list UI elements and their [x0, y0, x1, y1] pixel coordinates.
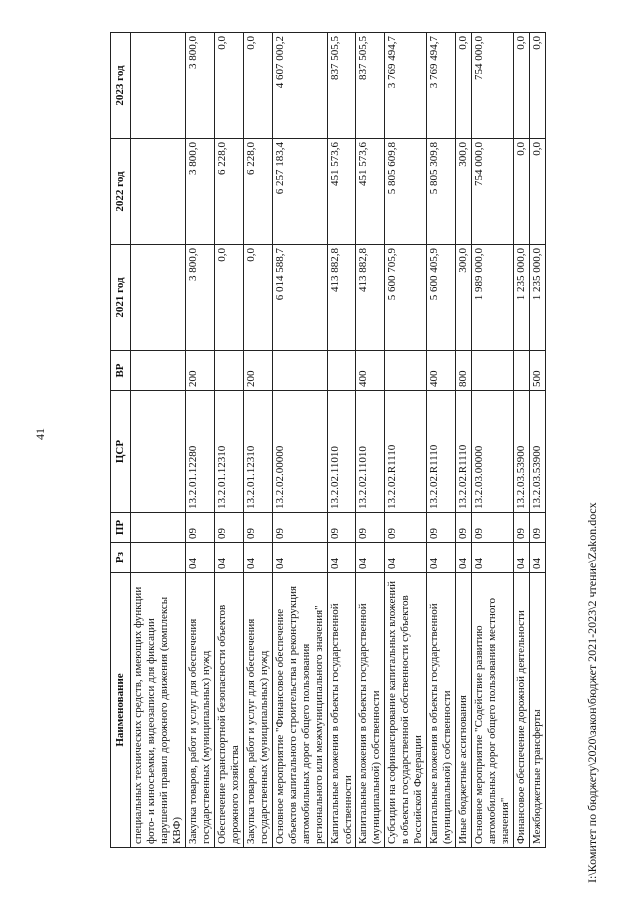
cell-rz: [130, 543, 185, 573]
cell-name: Капитальные вложения в объекты государственной (муниципальной) собственности: [356, 573, 385, 848]
cell-2022: 754 000,0: [472, 139, 514, 245]
cell-vr: [472, 351, 514, 391]
cell-2022: 6 228,0: [214, 139, 243, 245]
cell-csr: 13.2.03.53900: [530, 391, 546, 513]
cell-2022: 0,0: [514, 139, 530, 245]
cell-rz: 04: [327, 543, 356, 573]
cell-pr: 09: [427, 513, 456, 543]
cell-csr: [130, 391, 185, 513]
rotated-table-container: [110, 33, 580, 848]
cell-csr: 13.2.02.R1110: [385, 391, 427, 513]
cell-2023: 3 769 494,7: [427, 33, 456, 139]
cell-2023: 0,0: [530, 33, 546, 139]
cell-csr: 13.2.02.R1110: [427, 391, 456, 513]
cell-2023: 0,0: [214, 33, 243, 139]
table-header-row: [111, 33, 131, 848]
cell-name: Основное мероприятие "Содействие развитию автомобильных дорог общего пользования местного значения": [472, 573, 514, 848]
cell-name: Субсидии на софинансирование капитальных вложений в объекты государственной собственности субъектов Российской Федерации: [385, 573, 427, 848]
cell-csr: 13.2.01.12280: [185, 391, 214, 513]
cell-rz: 04: [385, 543, 427, 573]
cell-2023: 837 505,5: [327, 33, 356, 139]
cell-2021: 5 600 405,9: [427, 245, 456, 351]
cell-csr: 13.2.01.12310: [214, 391, 243, 513]
cell-pr: 09: [272, 513, 327, 543]
cell-2021: 413 882,8: [327, 245, 356, 351]
table-body: [130, 33, 545, 848]
header-vr: ВР: [111, 351, 131, 391]
cell-2022: 3 800,0: [185, 139, 214, 245]
cell-vr: [130, 351, 185, 391]
cell-rz: 04: [356, 543, 385, 573]
header-name: Наименование: [111, 573, 131, 848]
header-rz: Рз: [111, 543, 131, 573]
cell-name: Межбюджетные трансферты: [530, 573, 546, 848]
cell-vr: 500: [530, 351, 546, 391]
cell-vr: [214, 351, 243, 391]
cell-2021: [130, 245, 185, 351]
cell-vr: [514, 351, 530, 391]
table-row: [185, 33, 214, 848]
cell-rz: 04: [427, 543, 456, 573]
cell-csr: 13.2.02.11010: [327, 391, 356, 513]
table-row: [243, 33, 272, 848]
cell-2021: 5 600 705,9: [385, 245, 427, 351]
cell-2021: 413 882,8: [356, 245, 385, 351]
cell-csr: 13.2.01.12310: [243, 391, 272, 513]
page-number: 41: [33, 428, 47, 440]
cell-name: специальных технических средств, имеющих функции фото- и киносъемки, видеозаписи для фиксации нарушений правил дорожного движения (комплексы КВФ): [130, 573, 185, 848]
table-row: [427, 33, 456, 848]
cell-name: Закупка товаров, работ и услуг для обеспечения государственных (муниципальных) нужд: [185, 573, 214, 848]
cell-2023: 3 769 494,7: [385, 33, 427, 139]
cell-2021: 0,0: [214, 245, 243, 351]
cell-vr: 800: [456, 351, 472, 391]
cell-2021: 1 235 000,0: [514, 245, 530, 351]
cell-2021: 300,0: [456, 245, 472, 351]
cell-2023: 4 607 000,2: [272, 33, 327, 139]
cell-csr: 13.2.03.00000: [472, 391, 514, 513]
cell-vr: 400: [356, 351, 385, 391]
table-row: [514, 33, 530, 848]
cell-rz: 04: [214, 543, 243, 573]
cell-csr: 13.2.02.11010: [356, 391, 385, 513]
budget-table: [110, 32, 546, 848]
cell-vr: [327, 351, 356, 391]
cell-rz: 04: [185, 543, 214, 573]
cell-name: Капитальные вложения в объекты государственной (муниципальной) собственности: [427, 573, 456, 848]
cell-vr: 200: [243, 351, 272, 391]
header-year-2023: 2023 год: [111, 33, 131, 139]
cell-vr: [385, 351, 427, 391]
header-year-2022: 2022 год: [111, 139, 131, 245]
cell-2022: 0,0: [530, 139, 546, 245]
cell-2021: 0,0: [243, 245, 272, 351]
cell-pr: 09: [327, 513, 356, 543]
cell-pr: 09: [243, 513, 272, 543]
cell-rz: 04: [514, 543, 530, 573]
cell-2023: 0,0: [514, 33, 530, 139]
cell-2023: 754 000,0: [472, 33, 514, 139]
cell-csr: 13.2.02.R1110: [456, 391, 472, 513]
cell-pr: 09: [356, 513, 385, 543]
footer-file-path: I:\Комитет по бюджету\2020\закон\бюджет 2021-2023\2 чтение\Zakon.docx: [585, 502, 599, 883]
cell-rz: 04: [456, 543, 472, 573]
cell-2023: [130, 33, 185, 139]
cell-rz: 04: [243, 543, 272, 573]
table-row: [327, 33, 356, 848]
cell-2022: 451 573,6: [327, 139, 356, 245]
cell-pr: 09: [514, 513, 530, 543]
cell-csr: 13.2.02.00000: [272, 391, 327, 513]
table-row: [130, 33, 185, 848]
cell-name: Основное мероприятие "Финансовое обеспечение объектов капитального строительства и реконструкция автомобильных дорог общего пользования регионального или межмуниципального значения": [272, 573, 327, 848]
header-pr: ПР: [111, 513, 131, 543]
cell-2023: 0,0: [243, 33, 272, 139]
cell-2022: 5 805 609,8: [385, 139, 427, 245]
cell-pr: [130, 513, 185, 543]
cell-vr: 400: [427, 351, 456, 391]
cell-2023: 3 800,0: [185, 33, 214, 139]
cell-2022: [130, 139, 185, 245]
table-row: [356, 33, 385, 848]
cell-2021: 3 800,0: [185, 245, 214, 351]
cell-2022: 300,0: [456, 139, 472, 245]
table-row: [530, 33, 546, 848]
cell-pr: 09: [530, 513, 546, 543]
cell-2023: 0,0: [456, 33, 472, 139]
header-csr: ЦСР: [111, 391, 131, 513]
cell-name: Закупка товаров, работ и услуг для обеспечения государственных (муниципальных) нужд: [243, 573, 272, 848]
cell-name: Капитальные вложения в объекты государственной собственности: [327, 573, 356, 848]
cell-2021: 6 014 588,7: [272, 245, 327, 351]
cell-name: Финансовое обеспечение дорожной деятельности: [514, 573, 530, 848]
header-year-2021: 2021 год: [111, 245, 131, 351]
cell-pr: 09: [385, 513, 427, 543]
cell-rz: 04: [272, 543, 327, 573]
cell-2022: 451 573,6: [356, 139, 385, 245]
cell-name: Обеспечение транспортной безопасности объектов дорожного хозяйства: [214, 573, 243, 848]
cell-rz: 04: [530, 543, 546, 573]
cell-pr: 09: [472, 513, 514, 543]
table-row: [472, 33, 514, 848]
cell-2022: 6 228,0: [243, 139, 272, 245]
table-row: [456, 33, 472, 848]
cell-name: Иные бюджетные ассигнования: [456, 573, 472, 848]
cell-2022: 5 805 309,8: [427, 139, 456, 245]
cell-vr: [272, 351, 327, 391]
cell-pr: 09: [456, 513, 472, 543]
cell-2021: 1 235 000,0: [530, 245, 546, 351]
cell-pr: 09: [185, 513, 214, 543]
cell-2022: 6 257 183,4: [272, 139, 327, 245]
table-row: [385, 33, 427, 848]
cell-csr: 13.2.03.53900: [514, 391, 530, 513]
table-row: [214, 33, 243, 848]
cell-2023: 837 505,5: [356, 33, 385, 139]
cell-2021: 1 989 000,0: [472, 245, 514, 351]
table-row: [272, 33, 327, 848]
cell-vr: 200: [185, 351, 214, 391]
cell-rz: 04: [472, 543, 514, 573]
cell-pr: 09: [214, 513, 243, 543]
